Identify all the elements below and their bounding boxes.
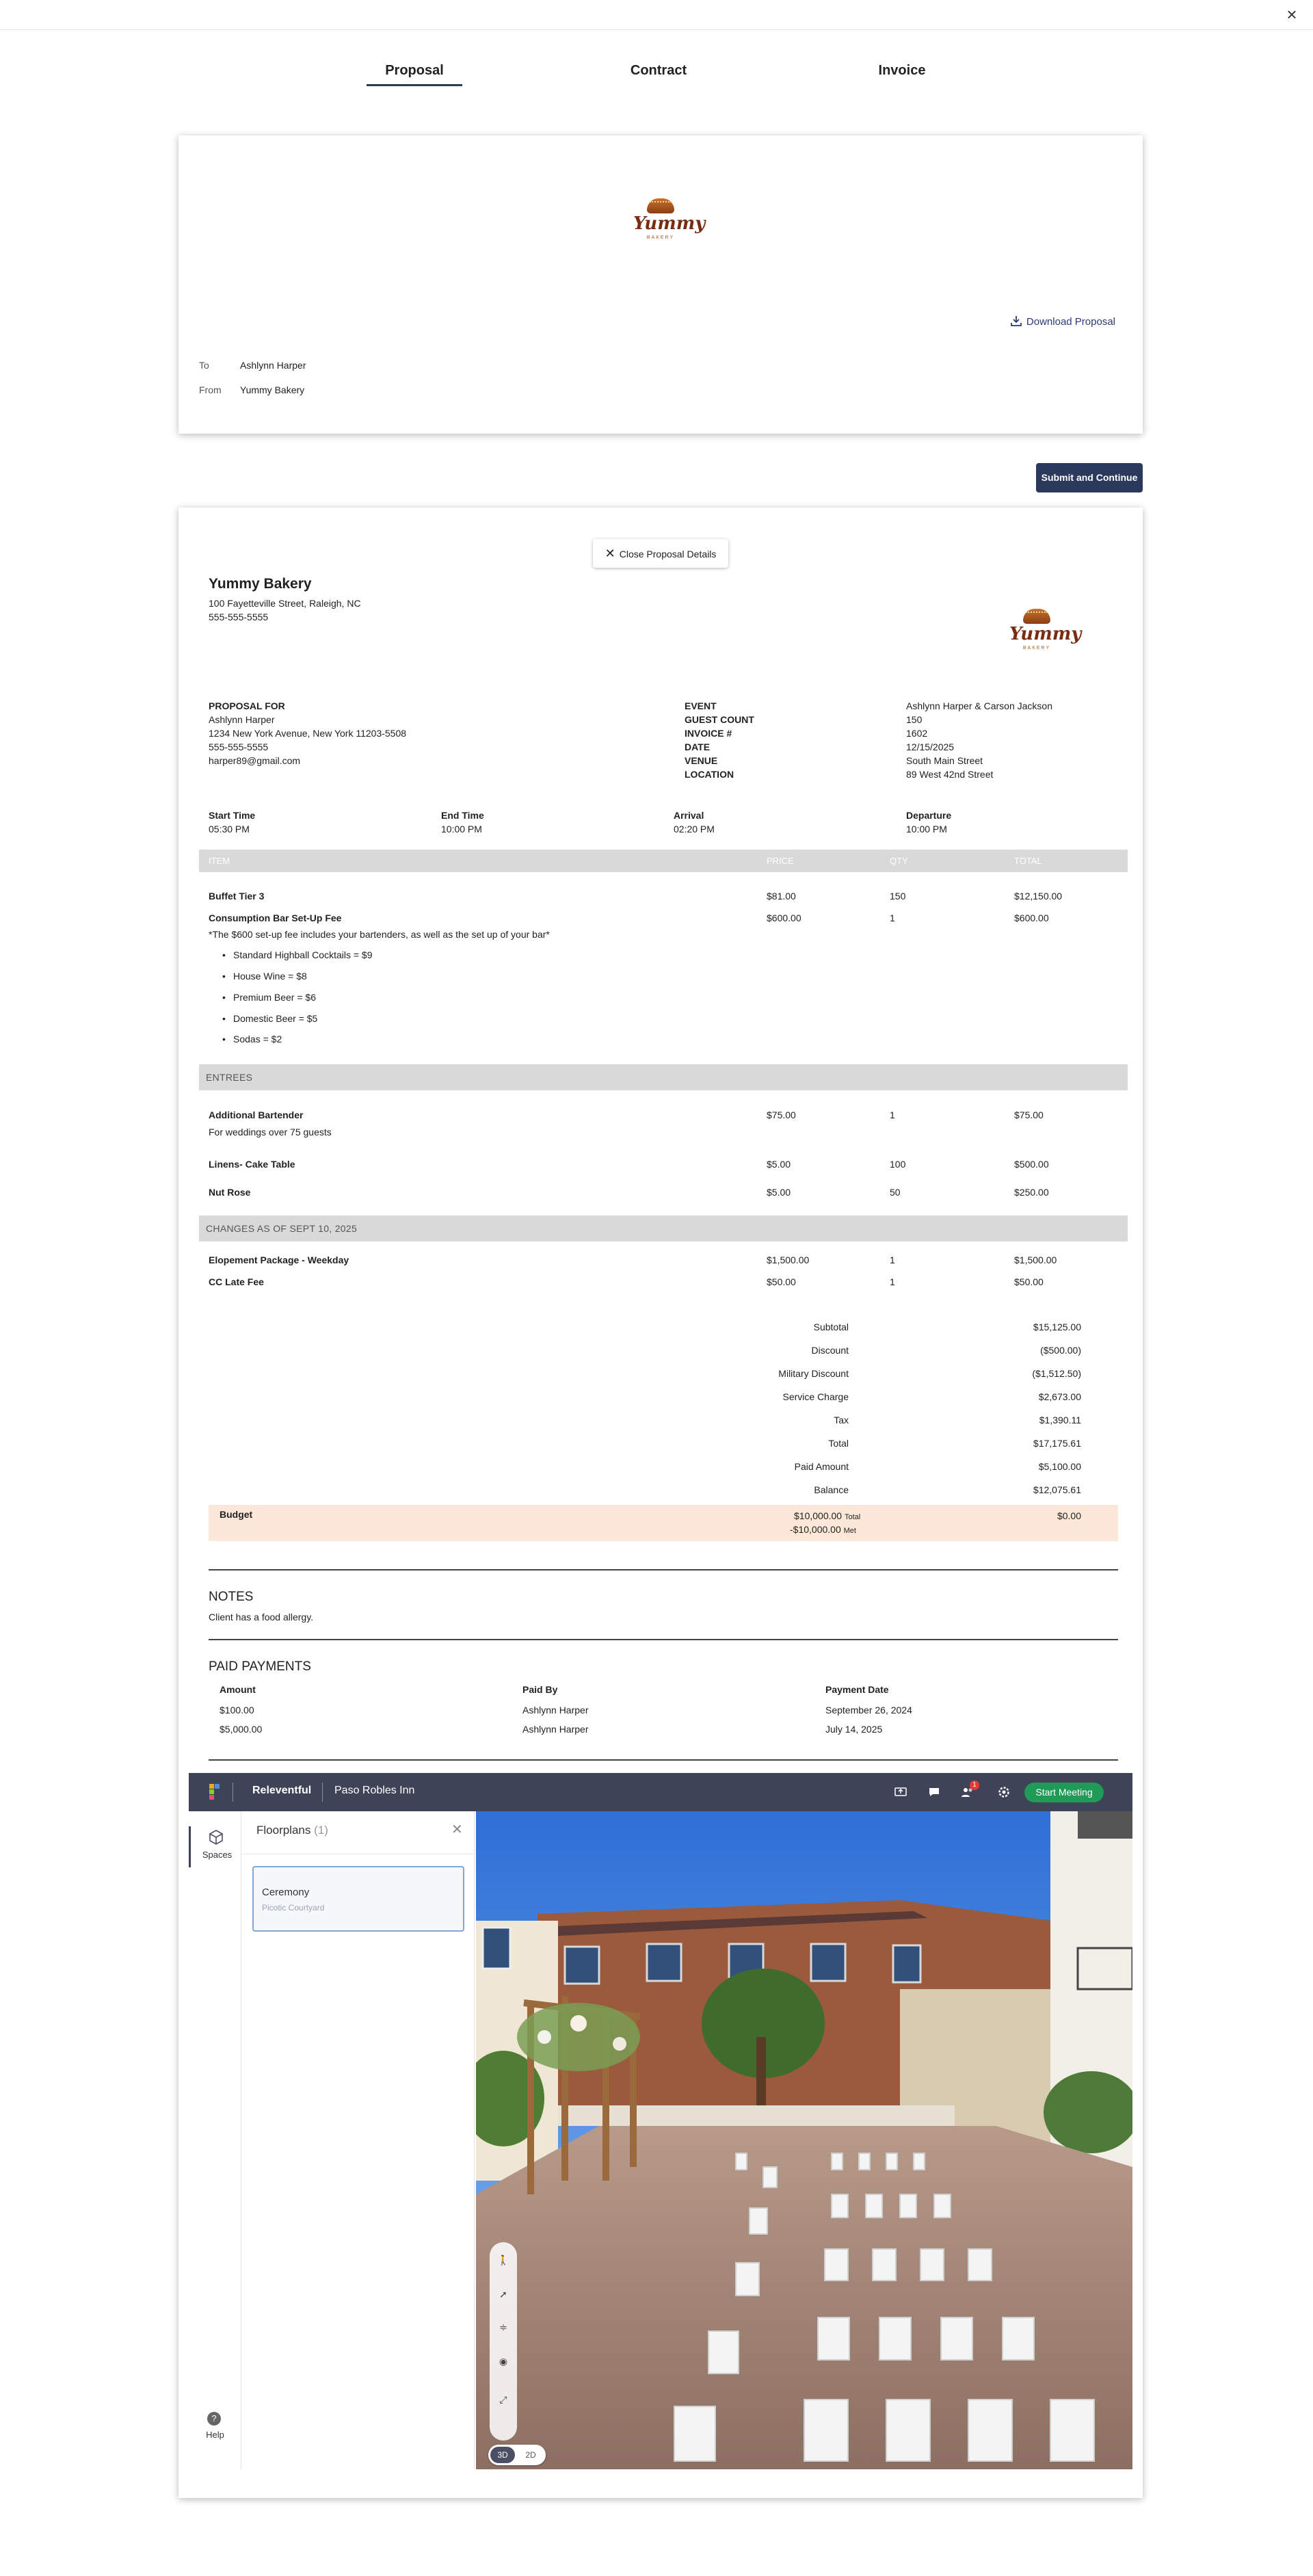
to-label: To	[199, 360, 209, 371]
logo-sub: BAKERY	[646, 235, 675, 240]
bar-bullet: • Domestic Beer = $5	[233, 1013, 317, 1024]
payments-header-paid-by: Paid By	[522, 1684, 558, 1695]
from-value: Yummy Bakery	[240, 384, 305, 395]
chat-icon[interactable]	[928, 1786, 940, 1798]
service-charge-value: $2,673.00	[1038, 1391, 1081, 1402]
item-total: $1,500.00	[1014, 1254, 1057, 1265]
location-label: LOCATION	[685, 769, 734, 780]
proposal-for-block	[209, 699, 406, 767]
view-3d-button[interactable]: 3D	[490, 2447, 515, 2463]
item-price: $600.00	[767, 912, 801, 923]
item-price: $5.00	[767, 1159, 791, 1170]
departure-time	[906, 809, 951, 836]
time-label: Start Time	[209, 810, 256, 821]
item-qty: 1	[890, 1109, 895, 1120]
top-bar	[0, 0, 1313, 30]
compass-icon[interactable]: ➚	[499, 2289, 507, 2300]
payment-paid-by: Ashlynn Harper	[522, 1705, 589, 1716]
item-name: Elopement Package - Weekday	[209, 1254, 349, 1265]
balance-value: $12,075.61	[1033, 1484, 1081, 1495]
header-total: TOTAL	[1014, 856, 1042, 866]
scene-toolbar	[490, 2242, 517, 2441]
logo-word: Yummy	[633, 213, 706, 234]
budget-met-amount: -$10,000.00	[790, 1524, 841, 1535]
venue-3d-view[interactable]	[476, 1811, 1132, 2469]
military-discount-label: Military Discount	[778, 1368, 849, 1379]
download-icon	[1010, 315, 1022, 330]
floorplans-count: (1)	[314, 1824, 328, 1837]
bar-bullet: • Standard Highball Cocktails = $9	[233, 949, 373, 960]
time-value: 10:00 PM	[441, 824, 482, 834]
total-label: Total	[828, 1438, 849, 1449]
time-value: 05:30 PM	[209, 824, 250, 834]
budget-total-tag: Total	[844, 1513, 861, 1521]
tab-invoice[interactable]: Invoice	[878, 63, 926, 78]
item-price: $5.00	[767, 1187, 791, 1198]
item-name: Buffet Tier 3	[209, 891, 265, 902]
time-value: 02:20 PM	[674, 824, 715, 834]
app-left-rail	[189, 1811, 241, 2469]
floorplans-panel	[241, 1811, 475, 2469]
payment-amount: $5,000.00	[220, 1724, 263, 1735]
bar-note: *The $600 set-up fee includes your bartenders, as well as the set up of your bar*	[209, 929, 550, 940]
budget-total-line	[794, 1510, 860, 1521]
floorplans-title	[256, 1824, 328, 1837]
share-screen-icon[interactable]	[894, 1786, 907, 1798]
divider	[322, 1783, 323, 1802]
header-price: PRICE	[767, 856, 794, 866]
item-name: CC Late Fee	[209, 1276, 264, 1287]
client-name: Ashlynn Harper	[209, 714, 275, 725]
event-label: EVENT	[685, 700, 717, 711]
date-label: DATE	[685, 741, 711, 752]
divider	[209, 1569, 1118, 1570]
proposal-for-heading: PROPOSAL FOR	[209, 700, 285, 711]
discount-label: Discount	[811, 1345, 849, 1356]
bar-bullet: • House Wine = $8	[233, 971, 307, 982]
divider	[209, 1639, 1118, 1640]
notification-badge: 1	[970, 1780, 979, 1790]
spaces-label: Spaces	[202, 1850, 233, 1860]
view-2d-button[interactable]: 2D	[525, 2450, 536, 2460]
settings-gear-icon[interactable]	[998, 1786, 1010, 1798]
total-value: $17,175.61	[1033, 1438, 1081, 1449]
item-total: $250.00	[1014, 1187, 1049, 1198]
budget-label: Budget	[220, 1509, 253, 1520]
subtotal-label: Subtotal	[813, 1322, 849, 1332]
to-value: Ashlynn Harper	[240, 360, 306, 371]
tax-label: Tax	[834, 1415, 849, 1425]
courtyard-scene-image	[476, 1811, 1132, 2469]
tab-contract[interactable]: Contract	[630, 63, 687, 78]
start-meeting-button[interactable]: Start Meeting	[1024, 1783, 1104, 1802]
payment-amount: $100.00	[220, 1705, 254, 1716]
payment-date: September 26, 2024	[825, 1705, 912, 1716]
pie-icon	[1023, 609, 1050, 624]
discount-value: ($500.00)	[1040, 1345, 1081, 1356]
paid-payments-heading: PAID PAYMENTS	[209, 1659, 311, 1674]
budget-value: $0.00	[1057, 1510, 1081, 1521]
paid-amount-label: Paid Amount	[794, 1461, 849, 1472]
tab-bar	[0, 30, 1313, 96]
close-icon: ✕	[605, 547, 615, 560]
divider	[209, 1759, 1118, 1761]
app-brand: Releventful	[252, 1785, 312, 1796]
notes-text: Client has a food allergy.	[209, 1612, 314, 1622]
floorplan-name: Ceremony	[262, 1887, 310, 1898]
payment-date: July 14, 2025	[825, 1724, 883, 1735]
item-note: For weddings over 75 guests	[209, 1127, 332, 1138]
item-price: $50.00	[767, 1276, 796, 1287]
help-nav-item[interactable]	[189, 2412, 241, 2449]
fullscreen-icon[interactable]: ⤢	[499, 2394, 507, 2405]
guest-count-value: 150	[906, 714, 923, 725]
balance-label: Balance	[814, 1484, 849, 1495]
help-icon: ?	[207, 2412, 221, 2426]
logo-word: Yummy	[1009, 624, 1082, 644]
time-label: End Time	[441, 810, 484, 821]
company-logo	[1009, 609, 1082, 654]
item-total: $50.00	[1014, 1276, 1044, 1287]
submit-and-continue-button[interactable]: Submit and Continue	[1036, 463, 1143, 492]
items-table-header	[199, 850, 1128, 872]
spaces-nav-item[interactable]	[189, 1826, 241, 1867]
event-labels	[685, 699, 754, 781]
company-phone: 555-555-5555	[209, 612, 269, 622]
company-address: 100 Fayetteville Street, Raleigh, NC	[209, 598, 361, 609]
close-panel-icon[interactable]: ✕	[451, 1822, 463, 1837]
cube-icon	[208, 1829, 224, 1845]
location-value: 89 West 42nd Street	[906, 769, 994, 780]
header-qty: QTY	[890, 856, 908, 866]
item-price: $1,500.00	[767, 1254, 810, 1265]
download-label: Download Proposal	[1026, 315, 1115, 328]
arrival-time	[674, 809, 715, 836]
logo-sub: BAKERY	[1022, 646, 1051, 650]
item-total: $75.00	[1014, 1109, 1044, 1120]
tax-value: $1,390.11	[1039, 1415, 1081, 1425]
event-values	[906, 699, 1052, 781]
tab-proposal[interactable]: Proposal	[367, 63, 462, 86]
app-header	[189, 1773, 1132, 1811]
venue-value: South Main Street	[906, 755, 983, 766]
item-name: Linens- Cake Table	[209, 1159, 295, 1170]
item-total: $600.00	[1014, 912, 1049, 923]
close-details-label: Close Proposal Details	[619, 549, 717, 560]
venue-3d-app	[189, 1773, 1132, 2469]
item-qty: 1	[890, 912, 895, 923]
floorplan-card-ceremony[interactable]	[252, 1866, 464, 1932]
budget-total-amount: $10,000.00	[794, 1510, 843, 1521]
client-phone: 555-555-5555	[209, 741, 269, 752]
date-value: 12/15/2025	[906, 741, 955, 752]
item-qty: 1	[890, 1276, 895, 1287]
paid-amount-value: $5,100.00	[1038, 1461, 1081, 1472]
subtotal-value: $15,125.00	[1033, 1322, 1081, 1332]
item-qty: 100	[890, 1159, 906, 1170]
budget-row	[209, 1505, 1118, 1541]
item-name: Nut Rose	[209, 1187, 251, 1198]
view-mode-toggle	[488, 2445, 546, 2465]
section-entrees: ENTREES	[199, 1064, 1128, 1090]
item-total: $12,150.00	[1014, 891, 1063, 902]
section-changes: CHANGES AS OF SEPT 10, 2025	[199, 1215, 1128, 1241]
venue-label: VENUE	[685, 755, 718, 766]
close-icon[interactable]: ×	[1286, 4, 1297, 25]
item-qty: 150	[890, 891, 906, 902]
download-proposal-link[interactable]	[1010, 315, 1115, 330]
payment-paid-by: Ashlynn Harper	[522, 1724, 589, 1735]
company-name: Yummy Bakery	[209, 576, 312, 592]
item-name: Consumption Bar Set-Up Fee	[209, 912, 342, 923]
from-label: From	[199, 384, 222, 395]
from-row	[199, 384, 304, 395]
time-label: Departure	[906, 810, 952, 821]
guest-count-label: GUEST COUNT	[685, 714, 754, 725]
end-time	[441, 809, 484, 836]
invoice-number-value: 1602	[906, 728, 928, 739]
service-charge-label: Service Charge	[782, 1391, 849, 1402]
company-logo	[633, 198, 706, 244]
time-label: Arrival	[674, 810, 704, 821]
event-value: Ashlynn Harper & Carson Jackson	[906, 700, 1052, 711]
floorplans-title-text: Floorplans	[256, 1824, 311, 1837]
header-item: ITEM	[209, 856, 230, 866]
budget-met-tag: Met	[843, 1527, 856, 1535]
item-price: $81.00	[767, 891, 796, 902]
bar-bullet: • Sodas = $2	[233, 1034, 282, 1044]
pie-icon	[647, 198, 674, 213]
measure-icon[interactable]: ≑	[499, 2322, 507, 2332]
venue-name: Paso Robles Inn	[334, 1785, 415, 1796]
payments-header-date: Payment Date	[825, 1684, 889, 1695]
close-proposal-details-button[interactable]	[593, 539, 728, 568]
item-total: $500.00	[1014, 1159, 1049, 1170]
military-discount-value: ($1,512.50)	[1032, 1368, 1081, 1379]
floorplan-subtitle: Picotic Courtyard	[262, 1903, 325, 1913]
budget-met-line	[790, 1524, 856, 1535]
start-time	[209, 809, 255, 836]
item-name: Additional Bartender	[209, 1109, 304, 1120]
notes-heading: NOTES	[209, 1590, 254, 1604]
brand-logo-icon	[209, 1784, 220, 1800]
item-qty: 50	[890, 1187, 901, 1198]
item-qty: 1	[890, 1254, 895, 1265]
proposal-summary-card	[178, 135, 1143, 434]
walk-icon[interactable]: 🚶	[497, 2255, 509, 2265]
client-email: harper89@gmail.com	[209, 755, 301, 766]
bar-bullet: • Premium Beer = $6	[233, 992, 316, 1003]
client-address: 1234 New York Avenue, New York 11203-5508	[209, 728, 407, 739]
payments-header-amount: Amount	[220, 1684, 256, 1695]
help-label: Help	[206, 2430, 224, 2440]
item-price: $75.00	[767, 1109, 796, 1120]
screenshot-icon[interactable]: ◉	[499, 2356, 508, 2367]
time-value: 10:00 PM	[906, 824, 947, 834]
invoice-number-label: INVOICE #	[685, 728, 732, 739]
to-row	[199, 360, 306, 371]
